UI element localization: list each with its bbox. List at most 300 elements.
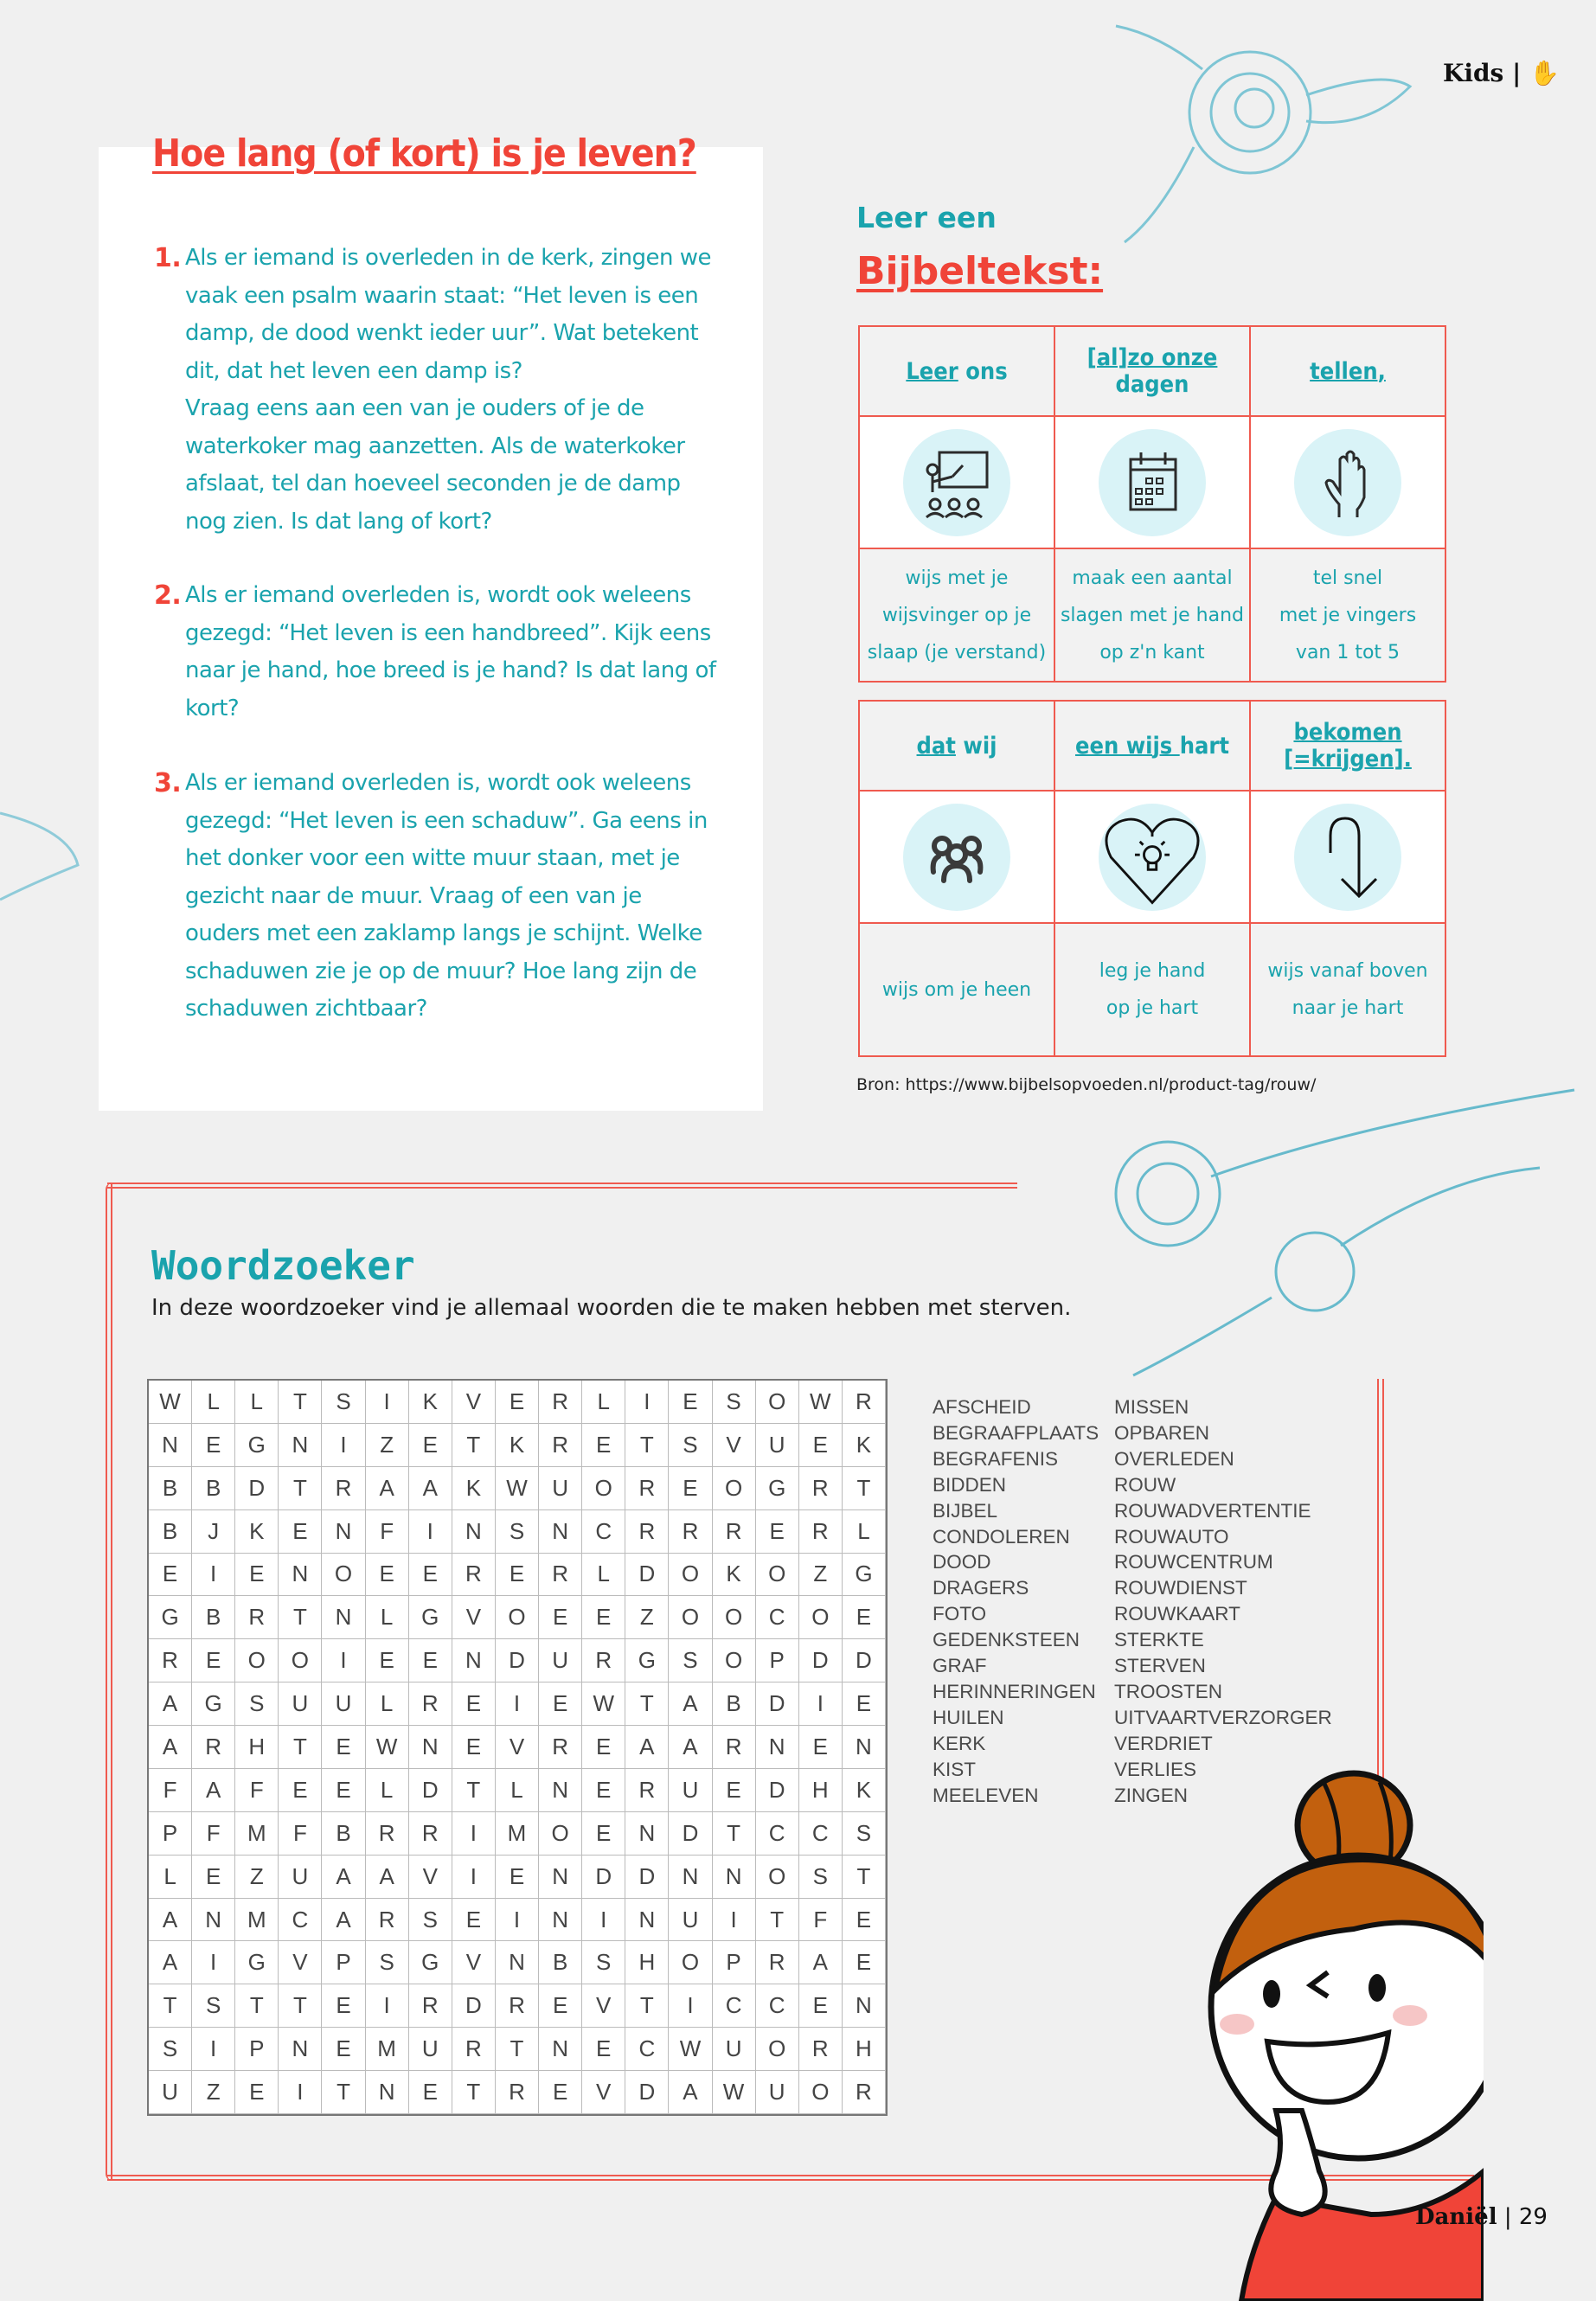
grid-cell: I	[279, 2071, 322, 2114]
question-number: 2.	[154, 580, 182, 611]
verse-phrase	[1250, 701, 1445, 791]
page-footer: Daniël | 29	[1415, 2204, 1548, 2230]
grid-cell: Z	[235, 1856, 279, 1899]
grid-cell: E	[322, 1726, 365, 1769]
grid-cell: R	[366, 1899, 409, 1942]
grid-cell: F	[192, 1812, 235, 1856]
grid-cell: N	[496, 1941, 539, 1984]
gesture-description	[1250, 923, 1445, 1056]
grid-cell: L	[366, 1769, 409, 1812]
verse-phrase-underlined: tellen,	[1310, 357, 1386, 385]
word-list-item: ROUWCENTRUM	[1114, 1551, 1273, 1574]
grid-cell: L	[235, 1381, 279, 1424]
icon-cell	[1250, 416, 1445, 548]
grid-cell: A	[149, 1941, 192, 1984]
page-number: 29	[1518, 2204, 1548, 2230]
question-number: 1.	[154, 243, 182, 273]
grid-cell: O	[669, 1596, 712, 1639]
section-label	[1443, 59, 1560, 87]
grid-cell: A	[192, 1769, 235, 1812]
grid-cell: E	[409, 1639, 452, 1682]
grid-cell: N	[322, 1596, 365, 1639]
description-line: wijs vanaf boven	[1267, 960, 1428, 982]
grid-cell: S	[669, 1424, 712, 1467]
description-line: wijs met je	[905, 567, 1009, 589]
grid-cell: A	[149, 1899, 192, 1942]
grid-cell: T	[625, 1424, 669, 1467]
grid-cell: U	[539, 1467, 582, 1510]
grid-cell: D	[582, 1856, 625, 1899]
grid-cell: E	[409, 1424, 452, 1467]
grid-cell: T	[843, 1856, 886, 1899]
grid-cell: E	[539, 1984, 582, 2028]
grid-cell: A	[669, 2071, 712, 2114]
icon-cell	[859, 791, 1054, 923]
gesture-description	[1250, 548, 1445, 682]
grid-cell: A	[149, 1682, 192, 1726]
grid-cell: M	[496, 1812, 539, 1856]
grid-cell: R	[496, 1984, 539, 2028]
rose-illustration-top	[1107, 17, 1540, 260]
description-line: op je hart	[1106, 997, 1199, 1019]
grid-cell: M	[235, 1899, 279, 1942]
grid-cell: R	[799, 2028, 843, 2071]
grid-cell: E	[496, 1856, 539, 1899]
grid-cell: G	[843, 1554, 886, 1597]
grid-cell: S	[322, 1381, 365, 1424]
grid-cell: Z	[625, 1596, 669, 1639]
grid-cell: E	[409, 2071, 452, 2114]
frame-border	[107, 1183, 1017, 1189]
grid-cell: H	[235, 1726, 279, 1769]
grid-cell: V	[409, 1856, 452, 1899]
word-list-item: VERLIES	[1114, 1758, 1197, 1780]
grid-cell: H	[625, 1941, 669, 1984]
grid-cell: O	[713, 1596, 756, 1639]
verse-phrase-plain: wij	[955, 732, 997, 760]
wordsearch-grid	[147, 1379, 888, 2116]
grid-cell: E	[192, 1856, 235, 1899]
grid-cell: F	[799, 1899, 843, 1942]
grid-cell: V	[452, 1381, 496, 1424]
verse-heading-main: Bijbeltekst:	[856, 249, 1104, 293]
grid-cell: O	[756, 1381, 799, 1424]
grid-cell: I	[713, 1899, 756, 1942]
description-line: van 1 tot 5	[1295, 641, 1401, 663]
grid-cell: E	[843, 1682, 886, 1726]
grid-cell: D	[409, 1769, 452, 1812]
grid-cell: N	[539, 1769, 582, 1812]
grid-cell: B	[192, 1596, 235, 1639]
rose-illustration-middle	[1055, 1073, 1596, 1384]
grid-cell: W	[149, 1381, 192, 1424]
leaf-illustration-left	[0, 796, 87, 908]
grid-cell: E	[669, 1381, 712, 1424]
grid-cell: V	[496, 1726, 539, 1769]
grid-cell: N	[192, 1899, 235, 1942]
grid-cell: S	[843, 1812, 886, 1856]
grid-cell: A	[669, 1682, 712, 1726]
wordsearch-subtitle: In deze woordzoeker vind je allemaal woorden die te maken hebben met sterven.	[151, 1295, 1072, 1321]
word-list-item: VERDRIET	[1114, 1732, 1213, 1754]
description-line: wijsvinger op je	[881, 604, 1032, 626]
grid-cell: E	[496, 1554, 539, 1597]
grid-cell: E	[539, 1596, 582, 1639]
grid-cell: R	[582, 1639, 625, 1682]
grid-cell: T	[279, 1467, 322, 1510]
grid-cell: I	[625, 1381, 669, 1424]
grid-cell: E	[582, 2028, 625, 2071]
grid-cell: D	[669, 1812, 712, 1856]
grid-cell: A	[366, 1856, 409, 1899]
verse-phrase-underlined: dat	[916, 732, 956, 760]
grid-cell: N	[539, 2028, 582, 2071]
verse-phrase-underlined: [al]zo onze	[1086, 344, 1218, 371]
grid-cell: T	[279, 1726, 322, 1769]
grid-cell: U	[322, 1682, 365, 1726]
grid-cell: D	[756, 1682, 799, 1726]
grid-cell: I	[669, 1984, 712, 2028]
verse-phrase-plain: dagen	[1115, 371, 1189, 398]
grid-cell: N	[625, 1899, 669, 1942]
grid-cell: R	[843, 2071, 886, 2114]
magazine-name: Daniël	[1415, 2204, 1497, 2230]
verse-phrase-underlined: Leer	[906, 357, 958, 385]
question-text: Als er iemand overleden is, wordt ook weleens gezegd: “Het leven is een schaduw”. Ga eens in het donker voor een witte muur staan, met je gezicht naar de muur. Vraag of een van je ouders met een zaklamp langs je schijnt. Welke schaduwen zie je op de muur? Hoe lang zijn de schaduwen zichtbaar?	[185, 770, 708, 1022]
grid-cell: U	[539, 1639, 582, 1682]
question-text: Als er iemand is overleden in de kerk, zingen we vaak een psalm waarin staat: “Het leven is een damp, de dood wenkt ieder uur”. Wat betekent dit, dat het leven een damp is?	[185, 245, 711, 384]
word-list-item: BIDDEN	[933, 1473, 1007, 1496]
icon-cell	[1250, 791, 1445, 923]
grid-cell: E	[452, 1899, 496, 1942]
word-list-item: GEDENKSTEEN	[933, 1629, 1080, 1651]
grid-cell: B	[713, 1682, 756, 1726]
grid-cell: R	[713, 1726, 756, 1769]
grid-cell: R	[799, 1467, 843, 1510]
grid-cell: E	[149, 1554, 192, 1597]
grid-cell: B	[192, 1467, 235, 1510]
grid-cell: I	[322, 1639, 365, 1682]
grid-cell: W	[799, 1381, 843, 1424]
description-line: naar je hart	[1292, 997, 1404, 1019]
grid-cell: E	[713, 1769, 756, 1812]
grid-cell: R	[235, 1596, 279, 1639]
description-line: leg je hand	[1099, 960, 1206, 982]
grid-cell: W	[669, 2028, 712, 2071]
icon-cell	[1054, 791, 1250, 923]
grid-cell: S	[235, 1682, 279, 1726]
grid-cell: R	[625, 1510, 669, 1554]
grid-cell: R	[625, 1467, 669, 1510]
grid-cell: G	[149, 1596, 192, 1639]
grid-cell: R	[539, 1424, 582, 1467]
grid-cell: R	[366, 1812, 409, 1856]
grid-cell: G	[625, 1639, 669, 1682]
word-list-item: BIJBEL	[933, 1499, 998, 1522]
word-list-item: CONDOLEREN	[933, 1525, 1070, 1548]
frame-border	[1377, 1379, 1384, 1811]
grid-cell: B	[539, 1941, 582, 1984]
question-text: Vraag eens aan een van je ouders of je de waterkoker mag aanzetten. Als de waterkoker afslaat, tel dan hoeveel seconden je de damp nog zien. Is dat lang of kort?	[185, 395, 685, 535]
hand-icon	[1294, 429, 1401, 536]
grid-cell: L	[366, 1682, 409, 1726]
grid-cell: A	[409, 1467, 452, 1510]
grid-cell: T	[452, 1424, 496, 1467]
grid-cell: O	[713, 1467, 756, 1510]
grid-cell: W	[582, 1682, 625, 1726]
grid-cell: G	[409, 1596, 452, 1639]
grid-cell: E	[799, 1424, 843, 1467]
gesture-description	[859, 923, 1054, 1056]
word-list-col1	[933, 1394, 1099, 1809]
grid-cell: T	[279, 1596, 322, 1639]
word-list-item: ROUWAUTO	[1114, 1525, 1229, 1548]
grid-cell: R	[799, 1510, 843, 1554]
wordsearch-title: Woordzoeker	[151, 1242, 415, 1289]
description-line: maak een aantal	[1072, 567, 1233, 589]
heart-lightbulb-icon	[1099, 804, 1206, 911]
grid-cell: T	[496, 2028, 539, 2071]
grid-cell: E	[669, 1467, 712, 1510]
grid-cell: S	[669, 1639, 712, 1682]
grid-cell: R	[452, 2028, 496, 2071]
grid-cell: N	[279, 2028, 322, 2071]
grid-cell: A	[322, 1856, 365, 1899]
grid-cell: A	[322, 1899, 365, 1942]
gesture-description	[1054, 923, 1250, 1056]
grid-cell: W	[496, 1467, 539, 1510]
hand-icon: ✋	[1529, 59, 1560, 87]
article-title: Hoe lang (of kort) is je leven?	[152, 131, 696, 176]
grid-cell: E	[366, 1639, 409, 1682]
grid-cell: O	[582, 1467, 625, 1510]
grid-cell: I	[192, 2028, 235, 2071]
grid-cell: R	[149, 1639, 192, 1682]
grid-cell: K	[496, 1424, 539, 1467]
question-2	[154, 577, 716, 727]
grid-cell: R	[539, 1381, 582, 1424]
verse-phrase	[1054, 701, 1250, 791]
icon-cell	[1054, 416, 1250, 548]
grid-cell: H	[799, 1769, 843, 1812]
grid-cell: N	[539, 1856, 582, 1899]
grid-cell: O	[756, 1554, 799, 1597]
grid-cell: N	[713, 1856, 756, 1899]
grid-cell: I	[452, 1812, 496, 1856]
grid-cell: R	[756, 1941, 799, 1984]
question-1	[154, 240, 716, 541]
grid-cell: E	[582, 1726, 625, 1769]
grid-cell: U	[756, 1424, 799, 1467]
grid-cell: N	[322, 1510, 365, 1554]
icon-cell	[859, 416, 1054, 548]
grid-cell: N	[452, 1639, 496, 1682]
word-list-item: MEELEVEN	[933, 1784, 1039, 1806]
word-list-item: ROUWDIENST	[1114, 1577, 1247, 1599]
group-icon	[903, 804, 1010, 911]
gesture-description	[1054, 548, 1250, 682]
grid-cell: R	[409, 1812, 452, 1856]
grid-cell: R	[625, 1769, 669, 1812]
grid-cell: U	[279, 1856, 322, 1899]
grid-cell: O	[756, 2028, 799, 2071]
grid-cell: C	[756, 1984, 799, 2028]
grid-cell: N	[409, 1726, 452, 1769]
grid-cell: N	[843, 1726, 886, 1769]
grid-cell: E	[843, 1941, 886, 1984]
grid-cell: E	[799, 1984, 843, 2028]
grid-cell: E	[452, 1726, 496, 1769]
grid-cell: S	[582, 1941, 625, 1984]
word-list-item: GRAF	[933, 1655, 987, 1677]
grid-cell: I	[192, 1941, 235, 1984]
grid-cell: V	[582, 2071, 625, 2114]
grid-cell: R	[452, 1554, 496, 1597]
grid-cell: I	[496, 1899, 539, 1942]
gesture-description	[859, 548, 1054, 682]
word-list-item: HUILEN	[933, 1706, 1004, 1728]
grid-cell: E	[539, 1682, 582, 1726]
verse-phrase-plain: hart	[1179, 732, 1229, 760]
verse-table-2	[858, 700, 1446, 1057]
description-line: met je vingers	[1279, 604, 1417, 626]
word-list-item: STERVEN	[1114, 1655, 1206, 1677]
grid-cell: E	[582, 1769, 625, 1812]
grid-cell: N	[625, 1812, 669, 1856]
grid-cell: F	[149, 1769, 192, 1812]
grid-cell: P	[756, 1639, 799, 1682]
word-list-item: DOOD	[933, 1551, 991, 1574]
grid-cell: Z	[799, 1554, 843, 1597]
grid-cell: V	[279, 1941, 322, 1984]
grid-cell: D	[235, 1467, 279, 1510]
word-list-item: TROOSTEN	[1114, 1680, 1223, 1702]
verse-phrase	[859, 326, 1054, 416]
grid-cell: S	[713, 1381, 756, 1424]
grid-cell: G	[409, 1941, 452, 1984]
word-list-item: KIST	[933, 1758, 977, 1780]
grid-cell: C	[279, 1899, 322, 1942]
grid-cell: J	[192, 1510, 235, 1554]
grid-cell: B	[149, 1467, 192, 1510]
grid-cell: R	[539, 1726, 582, 1769]
grid-cell: F	[366, 1510, 409, 1554]
grid-cell: K	[452, 1467, 496, 1510]
grid-cell: A	[149, 1726, 192, 1769]
grid-cell: P	[235, 2028, 279, 2071]
grid-cell: R	[669, 1510, 712, 1554]
word-list-item: HERINNERINGEN	[933, 1680, 1096, 1702]
grid-cell: G	[192, 1682, 235, 1726]
grid-cell: I	[366, 1381, 409, 1424]
word-list-item: MISSEN	[1114, 1396, 1189, 1418]
grid-cell: N	[279, 1424, 322, 1467]
grid-cell: L	[582, 1554, 625, 1597]
grid-cell: U	[409, 2028, 452, 2071]
verse-phrase	[1054, 326, 1250, 416]
grid-cell: B	[149, 1510, 192, 1554]
calendar-icon	[1099, 429, 1206, 536]
grid-cell: K	[713, 1554, 756, 1597]
grid-cell: D	[496, 1639, 539, 1682]
grid-cell: E	[322, 1984, 365, 2028]
grid-cell: U	[279, 1682, 322, 1726]
grid-cell: L	[582, 1381, 625, 1424]
grid-cell: O	[756, 1856, 799, 1899]
grid-cell: R	[496, 2071, 539, 2114]
grid-cell: T	[843, 1467, 886, 1510]
word-list-col2	[1114, 1394, 1332, 1809]
grid-cell: P	[713, 1941, 756, 1984]
verse-phrase-underlined: bekomen [=krijgen].	[1284, 719, 1412, 772]
grid-cell: L	[149, 1856, 192, 1899]
grid-cell: E	[322, 2028, 365, 2071]
grid-cell: E	[452, 1682, 496, 1726]
grid-cell: E	[582, 1424, 625, 1467]
grid-cell: R	[713, 1510, 756, 1554]
verse-heading: Leer een	[856, 201, 997, 234]
grid-cell: O	[799, 1596, 843, 1639]
grid-cell: K	[235, 1510, 279, 1554]
grid-cell: E	[582, 1812, 625, 1856]
word-list-item: STERKTE	[1114, 1629, 1204, 1651]
section-label-text: Kids |	[1443, 59, 1522, 87]
grid-cell: E	[192, 1639, 235, 1682]
verse-phrase	[859, 701, 1054, 791]
grid-cell: D	[452, 1984, 496, 2028]
grid-cell: S	[366, 1941, 409, 1984]
grid-cell: V	[452, 1596, 496, 1639]
grid-cell: R	[843, 1381, 886, 1424]
word-list-item: DRAGERS	[933, 1577, 1029, 1599]
word-list-item: ROUWADVERTENTIE	[1114, 1499, 1311, 1522]
grid-cell: T	[452, 2071, 496, 2114]
grid-cell: I	[452, 1856, 496, 1899]
grid-cell: N	[669, 1856, 712, 1899]
grid-cell: O	[322, 1554, 365, 1597]
grid-cell: E	[192, 1424, 235, 1467]
grid-cell: A	[625, 1726, 669, 1769]
grid-cell: F	[279, 1812, 322, 1856]
grid-cell: A	[669, 1726, 712, 1769]
grid-cell: I	[409, 1510, 452, 1554]
grid-cell: C	[713, 1984, 756, 2028]
grid-cell: U	[669, 1769, 712, 1812]
grid-cell: C	[756, 1596, 799, 1639]
grid-cell: I	[799, 1682, 843, 1726]
grid-cell: S	[192, 1984, 235, 2028]
grid-cell: I	[496, 1682, 539, 1726]
grid-cell: O	[799, 2071, 843, 2114]
grid-cell: E	[235, 1554, 279, 1597]
arrow-down-icon	[1294, 804, 1401, 911]
grid-cell: N	[279, 1554, 322, 1597]
word-list-item: BEGRAAFPLAATS	[933, 1421, 1099, 1444]
grid-cell: N	[539, 1899, 582, 1942]
grid-cell: I	[192, 1554, 235, 1597]
grid-cell: N	[452, 1510, 496, 1554]
grid-cell: M	[366, 2028, 409, 2071]
grid-cell: P	[322, 1941, 365, 1984]
grid-cell: O	[669, 1554, 712, 1597]
grid-cell: O	[235, 1639, 279, 1682]
grid-cell: N	[756, 1726, 799, 1769]
word-list-item: OVERLEDEN	[1114, 1447, 1234, 1470]
source-text: Bron: https://www.bijbelsopvoeden.nl/product-tag/rouw/	[856, 1075, 1317, 1094]
grid-cell: G	[756, 1467, 799, 1510]
grid-cell: P	[149, 1812, 192, 1856]
word-list-item: ROUW	[1114, 1473, 1176, 1496]
